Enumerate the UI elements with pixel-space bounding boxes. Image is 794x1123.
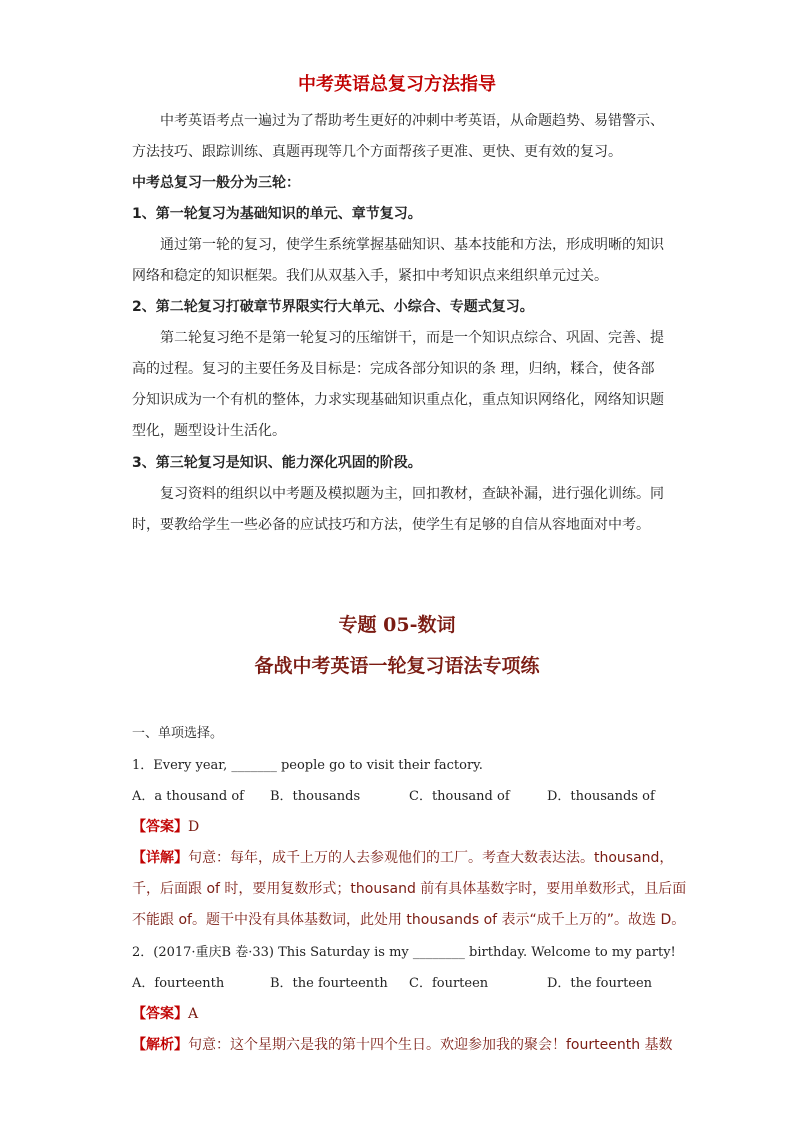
- question-1-explain-line-3: 不能跟 of。题干中没有具体基数词，此处用 thousands of 表示“成千上万的”。故选 D。: [132, 912, 686, 928]
- round2-line-2: 高的过程。复习的主要任务及目标是：完成各部分知识的条 理，归纳，糅合，使各部: [132, 361, 655, 377]
- question-1-option-a: A．a thousand of: [132, 789, 244, 804]
- round2-line-3: 分知识成为一个有机的整体，力求实现基础知识重点化，重点知识网络化，网络知识题: [132, 392, 664, 408]
- question-1-option-c: C．thousand of: [409, 789, 510, 804]
- topic-subtitle: 备战中考英语一轮复习语法专项练: [254, 655, 540, 677]
- question-2-option-a: A．fourteenth: [132, 976, 225, 991]
- round3-heading: 3、第三轮复习是知识、能力深化巩固的阶段。: [132, 455, 422, 471]
- round1-line-1: 通过第一轮的复习，使学生系统掌握基础知识、基本技能和方法，形成明晰的知识: [160, 237, 664, 253]
- question-1-option-b: B．thousands: [270, 789, 361, 804]
- question-2-answer: [132, 1003, 198, 1023]
- answer-value: A: [188, 1006, 199, 1022]
- question-1-explain-line-1: [132, 847, 673, 867]
- question-2-explain-line-1: [132, 1034, 673, 1054]
- question-1-option-d: D．thousands of: [547, 789, 655, 804]
- round2-line-4: 型化，题型设计生活化。: [132, 423, 286, 439]
- guide-title: 中考英语总复习方法指导: [298, 74, 496, 95]
- topic-title: 专题 05-数词: [338, 614, 456, 636]
- answer-label: 【答案】: [132, 819, 188, 835]
- question-2-option-d: D．the fourteen: [547, 976, 653, 991]
- intro-line-1: 中考英语考点一遍过为了帮助考生更好的冲刺中考英语，从命题趋势、易错警示、: [160, 113, 664, 129]
- explain-label: 【解析】: [132, 1037, 188, 1053]
- question-1-stem: 1．Every year, _______ people go to visit their factory.: [132, 758, 483, 773]
- explain-text: 句意：这个星期六是我的第十四个生日。欢迎参加我的聚会！fourteenth 基数: [188, 1037, 673, 1053]
- round3-line-2: 时，要教给学生一些必备的应试技巧和方法，使学生有足够的自信从容地面对中考。: [132, 517, 650, 533]
- round2-line-1: 第二轮复习绝不是第一轮复习的压缩饼干，而是一个知识点综合、巩固、完善、提: [160, 330, 664, 346]
- section-heading: 一、单项选择。: [132, 726, 224, 741]
- answer-value: D: [188, 819, 200, 835]
- round2-heading: 2、第二轮复习打破章节界限实行大单元、小综合、专题式复习。: [132, 299, 534, 315]
- question-1-answer: [132, 816, 199, 836]
- explain-text: 句意：每年，成千上万的人去参观他们的工厂。考查大数表达法。thousand，: [188, 850, 674, 866]
- round1-heading: 1、第一轮复习为基础知识的单元、章节复习。: [132, 206, 422, 222]
- explain-label: 【详解】: [132, 850, 188, 866]
- intro-line-2: 方法技巧、跟踪训练、真题再现等几个方面帮孩子更准、更快、更有效的复习。: [132, 144, 622, 160]
- answer-label: 【答案】: [132, 1006, 188, 1022]
- round1-line-2: 网络和稳定的知识框架。我们从双基入手，紧扣中考知识点来组织单元过关。: [132, 268, 608, 284]
- round3-line-1: 复习资料的组织以中考题及模拟题为主，回扣教材，查缺补漏，进行强化训练。同: [160, 486, 664, 502]
- question-2-option-b: B．the fourteenth: [270, 976, 388, 991]
- question-1-explain-line-2: 千，后面跟 of 时，要用复数形式；thousand 前有具体基数字时，要用单数形式，且后面: [132, 881, 687, 897]
- rounds-heading: 中考总复习一般分为三轮：: [132, 175, 300, 191]
- question-2-stem: 2．(2017·重庆B 卷·33) This Saturday is my ________ birthday. Welcome to my party!: [132, 945, 676, 960]
- question-2-option-c: C．fourteen: [409, 976, 489, 991]
